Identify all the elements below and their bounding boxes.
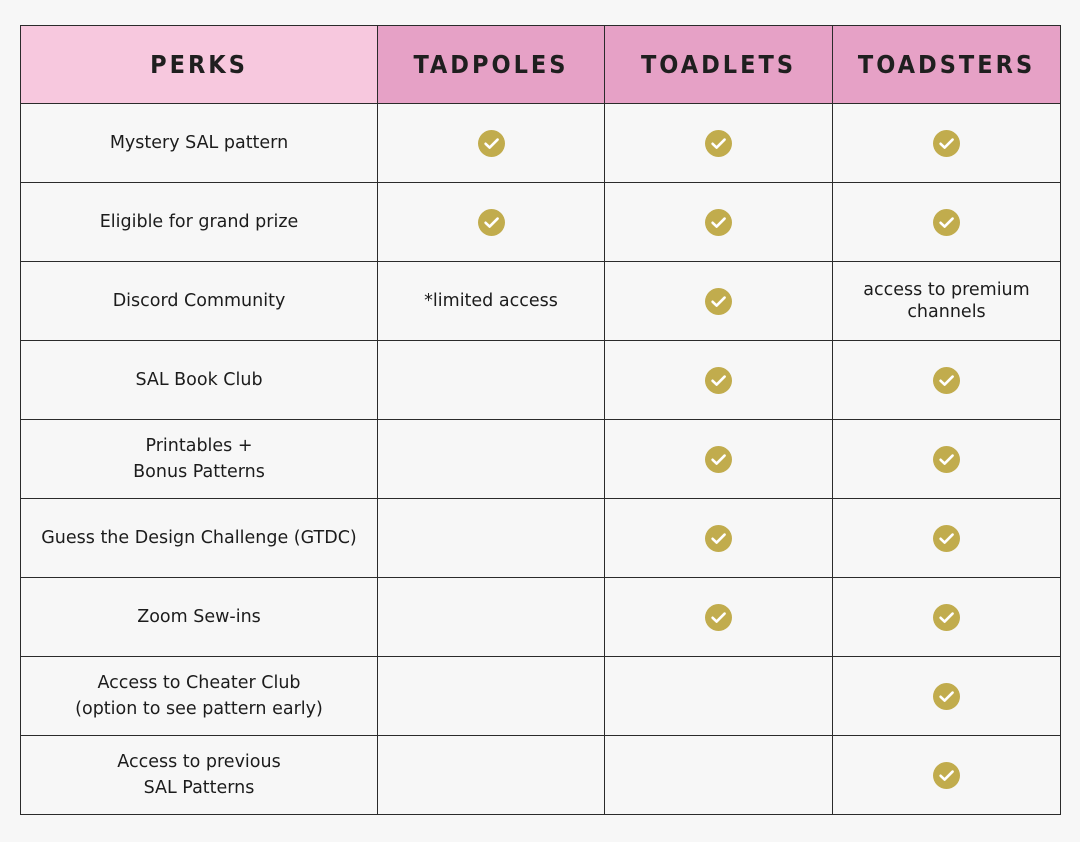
table-row (21, 104, 1061, 183)
header-perks: PERKS (21, 26, 378, 104)
toadlets-cell (605, 262, 833, 341)
tadpoles-cell (378, 341, 605, 420)
check-circle-icon (705, 446, 732, 473)
table-row (21, 341, 1061, 420)
perk-name-cell: Zoom Sew-ins (21, 578, 378, 657)
toadlets-cell (605, 736, 833, 815)
table-row (21, 736, 1061, 815)
toadlets-cell (605, 499, 833, 578)
tadpoles-cell (378, 578, 605, 657)
toadsters-cell (833, 183, 1061, 262)
toadsters-cell (833, 420, 1061, 499)
tadpoles-cell (378, 736, 605, 815)
tadpoles-cell (378, 420, 605, 499)
header-tadpoles: TADPOLES (378, 26, 605, 104)
check-circle-icon (933, 446, 960, 473)
table-row (21, 657, 1061, 736)
tadpoles-cell (378, 183, 605, 262)
tadpoles-cell (378, 657, 605, 736)
perks-comparison-table (20, 25, 1061, 815)
tadpoles-cell: *limited access (378, 262, 605, 341)
toadlets-cell (605, 657, 833, 736)
toadlets-cell (605, 420, 833, 499)
check-circle-icon (933, 525, 960, 552)
tadpoles-cell (378, 499, 605, 578)
check-circle-icon (933, 209, 960, 236)
toadlets-cell (605, 341, 833, 420)
check-circle-icon (705, 525, 732, 552)
tadpoles-cell (378, 104, 605, 183)
perk-name-cell: Guess the Design Challenge (GTDC) (21, 499, 378, 578)
header-toadlets: TOADLETS (605, 26, 833, 104)
toadsters-cell (833, 736, 1061, 815)
check-circle-icon (933, 130, 960, 157)
table-row (21, 499, 1061, 578)
perk-name-cell: Access to Cheater Club (option to see pattern early) (21, 657, 378, 736)
toadsters-cell: access to premium channels (833, 262, 1061, 341)
table-body (21, 104, 1061, 815)
perk-name-cell: Eligible for grand prize (21, 183, 378, 262)
header-row (21, 26, 1061, 104)
toadlets-cell (605, 104, 833, 183)
toadsters-cell (833, 499, 1061, 578)
check-circle-icon (933, 683, 960, 710)
toadsters-cell (833, 657, 1061, 736)
check-circle-icon (478, 209, 505, 236)
check-circle-icon (705, 288, 732, 315)
perk-name-cell: Mystery SAL pattern (21, 104, 378, 183)
perk-name-cell: Printables + Bonus Patterns (21, 420, 378, 499)
check-circle-icon (478, 130, 505, 157)
toadsters-cell (833, 341, 1061, 420)
perk-name-cell: Access to previous SAL Patterns (21, 736, 378, 815)
check-circle-icon (933, 762, 960, 789)
check-circle-icon (705, 367, 732, 394)
check-circle-icon (705, 130, 732, 157)
toadsters-cell (833, 104, 1061, 183)
check-circle-icon (933, 604, 960, 631)
table-row (21, 262, 1061, 341)
table-row (21, 183, 1061, 262)
table-row (21, 420, 1061, 499)
perk-name-cell: Discord Community (21, 262, 378, 341)
check-circle-icon (705, 604, 732, 631)
toadlets-cell (605, 578, 833, 657)
toadsters-cell (833, 578, 1061, 657)
perk-name-cell: SAL Book Club (21, 341, 378, 420)
table-row (21, 578, 1061, 657)
check-circle-icon (933, 367, 960, 394)
check-circle-icon (705, 209, 732, 236)
toadlets-cell (605, 183, 833, 262)
header-toadsters: TOADSTERS (833, 26, 1061, 104)
